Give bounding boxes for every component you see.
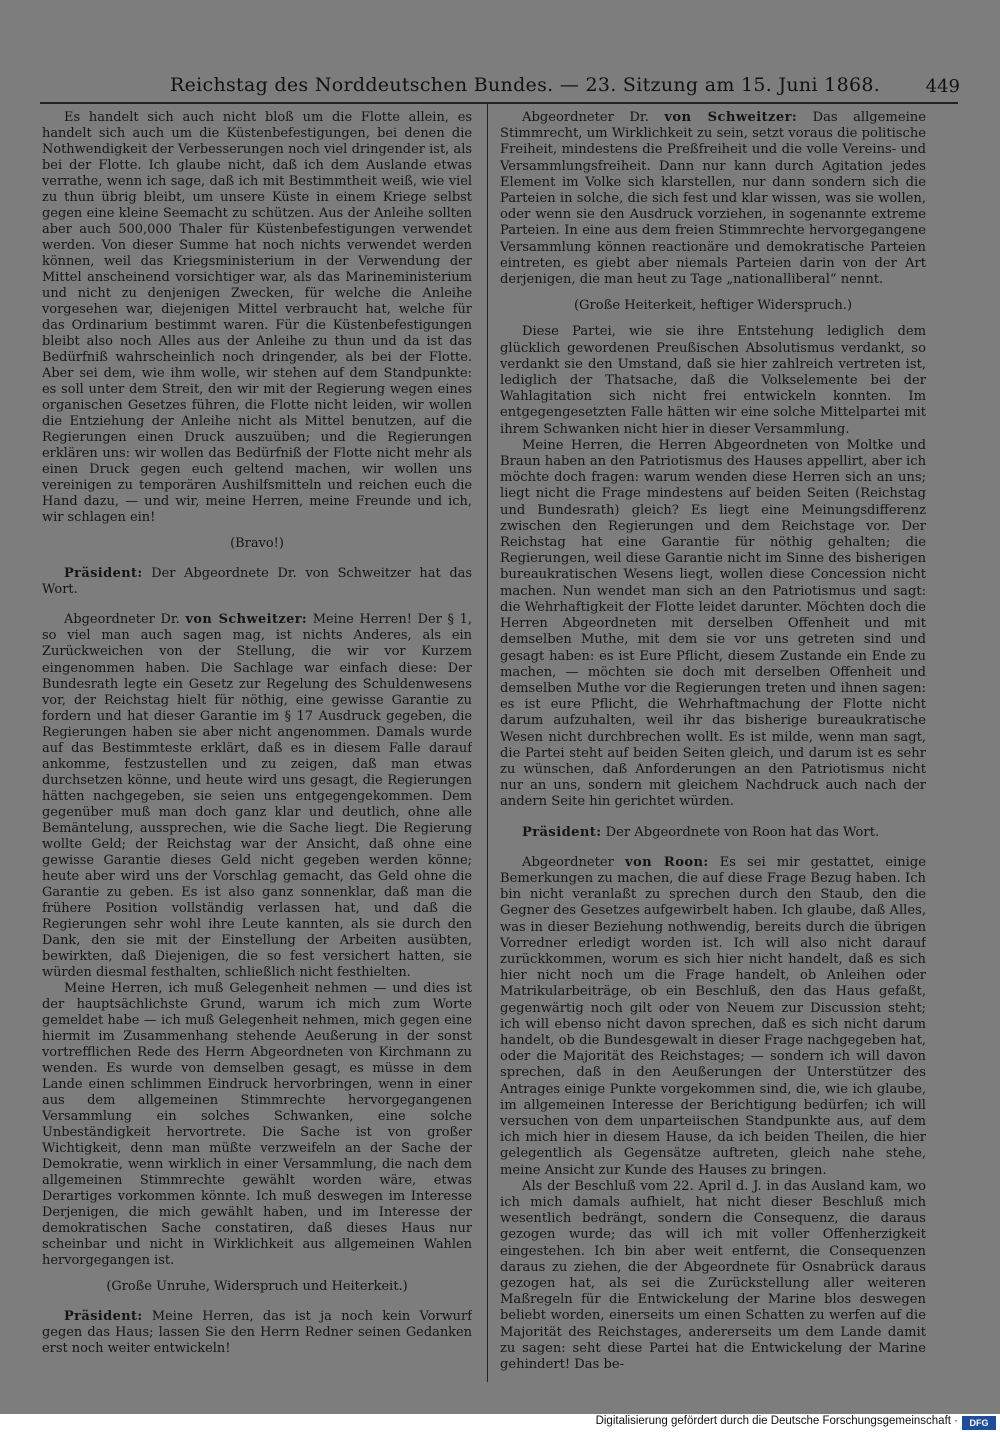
paragraph <box>42 566 472 598</box>
paragraph-text: Es sei mir gestattet, einige Bemerkungen zu machen, die auf diese Frage Bezug haben. Ich bin nicht veranlaßt zu sprechen durch den Staub, den die Gegner des Gesetzes aufgewirbelt haben. Ich glaube, daß Alles, was in dieser Beziehung nothwendig, bereits durch die übrigen Vorredner erledigt worden ist. Ich will also nicht darauf zurückkommen, worum es sich hier nicht handelt, daß es sich hier nicht noch um die Frage handelt, ob Anleihen oder Matrikularbeiträge, ob ein Beschluß, den das Haus gefaßt, gegenwärtig noch gilt oder von Neuem zur Discussion steht; ich will ebenso nicht davon sprechen, daß es sich nicht darum handelt, ob die Bundesgewalt in dieser Frage nachgegeben hat, oder die Majorität des Reichstages; — sondern ich will davon sprechen, daß in den Aeußerungen der Unterstützer des Antrages einige Punkte vorgekommen sind, die, wie ich glaube, im allgemeinen Interesse der Berichtigung bedürfen; ich will versuchen von dem unparteiischen Standpunkte aus, auf dem ich mich hier in diesem Hause, da ich beiden Theilen, die hier gelegentlich als Gegensätze auftreten, gleich nahe stehe, meine Ansicht zur Kunde des Hauses zu bringen. <box>500 854 926 1178</box>
page-header <box>40 74 960 104</box>
left-column <box>42 110 472 1382</box>
speaker-prefix: Abgeordneter <box>522 854 614 870</box>
paragraph: Diese Partei, wie sie ihre Entstehung lediglich dem glücklich gewordenen Preußischen Absolutismus verdankt, so verdankt sie den Umstand, daß sie hier zahlreich vertreten ist, lediglich der Thatsache, daß die Volkselemente bei der Wahlagitation sich nicht frei entwickeln konnten. Im entgegengesetzten Falle hätten wir eine solche Mittelpartei mit ihrem Schwanken nicht hier in dieser Versammlung. <box>500 324 926 437</box>
footer <box>0 1414 1000 1432</box>
paragraph <box>42 612 472 980</box>
paragraph <box>500 855 926 1179</box>
paragraph <box>500 825 926 841</box>
interjection: (Große Heiterkeit, heftiger Widerspruch.) <box>573 298 853 314</box>
page-number: 449 <box>925 76 960 97</box>
speaker-label: von Schweitzer: <box>664 110 798 125</box>
paragraph: Meine Herren, ich muß Gelegenheit nehmen — und dies ist der hauptsächlichste Grund, warum ich mich zum Worte gemeldet habe — ich muß Gelegenheit nehmen, mich gegen eine hiermit im Zusammenhang stehende Aeußerung in der sonst vortrefflichen Rede des Herrn Abgeordneten von Kirchmann zu wenden. Es wurde von demselben gesagt, es müsse in dem Lande einen schlimmen Eindruck hervorbringen, wenn in einer aus dem allgemeinen Stimmrechte hervorgegangenen Versammlung ein solches Schwanken, eine solche Unbeständigkeit hervortrete. Die Sache ist von großer Wichtigkeit, denn man müßte verzweifeln an der Sache der Demokratie, wenn wirklich in einer Versammlung, die nach dem allgemeinen Stimmrechte gewählt worden wäre, etwas Derartiges vorkommen könnte. Ich muß deswegen im Interesse Derjenigen, die mich gewählt haben, und im Interesse der demokratischen Sache constatiren, daß dieses Haus nur scheinbar und nicht in Wirklichkeit aus allgemeinen Wahlen hervorgegangen ist. <box>42 980 472 1269</box>
paragraph-text: Der Abgeordnete Dr. von Schweitzer hat das Wort. <box>42 566 472 598</box>
right-column <box>500 110 926 1382</box>
paragraph <box>42 1309 472 1357</box>
paragraph: Als der Beschluß vom 22. April d. J. in das Ausland kam, wo ich mich damals aufhielt, hat nicht dieser Beschluß mich wesentlich bedrängt, sondern die Consequenz, die daraus gezogen wurde; das will ich mit voller Offenherzigkeit eingestehen. Ich bin aber weit entfernt, die Consequenzen daraus zu ziehen, die der Abgeordnete für Osnabrück daraus gezogen hat, als sei die Zurückstellung aller weiteren Maßregeln für die Entwickelung der Marine blos deswegen beliebt worden, einerseits um einen Schatten zu werfen auf die Majorität des Reichstages, andererseits um dem Lande damit zu sagen: seht diese Partei hat die Entwickelung der Marine gehindert! Das be- <box>500 1178 926 1373</box>
paragraph-text: Der Abgeordnete von Roon hat das Wort. <box>605 824 880 840</box>
speaker-prefix: Abgeordneter Dr. <box>522 110 649 125</box>
speaker-label: Präsident: <box>64 1309 143 1325</box>
speaker-label: von Schweitzer: <box>185 612 308 628</box>
header-rule <box>40 102 958 104</box>
interjection: (Bravo!) <box>230 536 284 552</box>
paragraph <box>500 110 926 288</box>
paragraph-text: Meine Herren, das ist ja noch kein Vorwurf gegen das Haus; lassen Sie den Herrn Redner seinen Gedanken erst noch weiter entwickeln! <box>42 1309 472 1357</box>
paragraph-text: Meine Herren! Der § 1, so viel man auch sagen mag, ist nichts Anderes, als ein Zurückweichen von der Stellung, die wir vor Kurzem eingenommen haben. Die Sachlage war einfach diese: Der Bundesrath legte ein Gesetz zur Regelung des Schuldenwesens vor, der Reichstag hielt für nöthig, eine gewisse Garantie zu fordern und hat dieser Garantie im § 17 Ausdruck gegeben, die Regierungen haben sie aber nicht angenommen. Damals wurde auf das Bestimmteste erklärt, daß es in diesem Falle darauf ankomme, festzustellen und zu zeigen, daß man etwas durchsetzen könne, und heute wird uns gesagt, die Regierungen hätten nachgegeben, sie seien uns entgegengekommen. Dem gegenüber muß man doch ganz klar und deutlich, ohne alle Bemäntelung, aussprechen, wie die Sache liegt. Die Regierung wollte Geld; der Reichstag war der Ansicht, daß ohne eine gewisse Garantie dieses Geld nicht gegeben werden könne; heute aber wird uns der Vorschlag gemacht, das Geld ohne die Garantie zu geben. Es ist also ganz sonnenklar, daß man die frühere Position vollständig verlassen hat, und daß die Regierungen sehr wohl ihre Leute kannten, als sie durch den Dank, den sie mit der Einstellung der Arbeiten ausübten, bewirkten, daß Diejenigen, die so fest versichert hatten, sie würden diesmal festhalten, schließlich nicht festhielten. <box>42 612 472 980</box>
column-divider <box>487 104 488 1382</box>
interjection: (Große Unruhe, Widerspruch und Heiterkeit.) <box>106 1279 408 1295</box>
running-title: Reichstag des Norddeutschen Bundes. — 23. Sitzung am 15. Juni 1868. <box>170 74 881 96</box>
speaker-prefix: Abgeordneter Dr. <box>64 612 180 628</box>
speaker-label: von Roon: <box>625 854 709 870</box>
paragraph: Meine Herren, die Herren Abgeordneten von Moltke und Braun haben an den Patriotismus des Hauses appellirt, aber ich möchte doch fragen: warum wenden diese Herren sich an uns; liegt nicht die Frage mindestens auf beiden Seiten (Reichstag und Bundesrath) gleich? Es liegt eine Meinungsdifferenz zwischen den Regierungen und dem Reichstage vor. Der Reichstag hat eine Garantie für nöthig gehalten; die Regierungen, weil diese Garantie nicht im Sinne des bisherigen bureaukratischen Wesens liegt, wollen diese Concession nicht machen. Nun wendet man sich an den Patriotismus und sagt: die Wehrhaftigkeit der Flotte leidet darunter. Möchten doch die Herren Abgeordneten mit derselben Offenheit und mit demselben Muthe, mit dem sie vor uns getreten sind und gesagt haben: es ist Eure Pflicht, diesem Zustande ein Ende zu machen, — möchten sie doch mit derselben Offenheit und demselben Muthe vor die Regierungen treten und ihnen sagen: es ist eure Pflicht, die Wehrhaftmachung der Flotte nicht darum aufzuhalten, weil ihr das bisherige bureaukratische Wesen nicht durchbrechen wollt. Es ist milde, wenn man sagt, die Partei steht auf beiden Seiten gleich, und darum ist es sehr zu wünschen, daß Anforderungen an den Patriotismus nicht nur an uns, sondern mit gleichem Nachdruck auch nach der andern Seite hin gerichtet würden. <box>500 437 926 810</box>
paragraph: Es handelt sich auch nicht bloß um die Flotte allein, es handelt sich auch um die Küstenbefestigungen, bei denen die Nothwendigkeit der Verbesserungen noch viel dringender ist, als bei der Flotte. Ich glaube nicht, daß ich dem Auslande etwas verrathe, wenn ich sage, daß ich mit Bestimmtheit weiß, wie viel zu thun übrig bleibt, um unsere Küste in einem Kriege selbst gegen eine kleine Seemacht zu schützen. Aus der Anleihe sollten aber auch 500,000 Thaler für Küstenbefestigungen verwendet werden. Von dieser Summe hat noch nichts verwendet werden können, weil das Kriegsministerium in der Verwendung der Mittel anscheinend vorsichtiger war, als das Marineministerium und nicht zu denjenigen Zwecken, für welche die Anleihe vorgesehen war, diejenigen Mittel verbraucht hat, welche für das Ordinarium bestimmt waren. Für die Küstenbefestigungen bleibt also noch Alles aus der Anleihe zu thun und da ist das Bedürfniß wahrscheinlich noch dringender, als bei der Flotte. Aber sei dem, wie ihm wolle, wir stehen auf dem Standpunkte: es soll unter dem Streit, den wir mit der Regierung wegen eines organischen Gesetzes führen, die Flotte nicht leiden, wir wollen die Entziehung der Anleihe nicht als Mittel benutzen, auf die Regierungen einen Druck auszuüben; und die Regierungen erklären uns: wir wollen das Bedürfniß der Flotte nicht mehr als einen Druck gegen euch geltend machen, wir wollen uns vereinigen zu temporären Aushilfsmitteln und reichen euch die Hand dazu, — und wir, meine Herren, meine Freunde und ich, wir schlagen ein! <box>42 110 472 526</box>
paragraph-text: Das allgemeine Stimmrecht, um Wirklichkeit zu sein, setzt voraus die politische Freiheit, mindestens die Preßfreiheit und die volle Vereins- und Versammlungsfreiheit. Dann nur kann durch Agitation jedes Element im Volke sich klarstellen, nur dann sondern sich die Parteien in solche, die sich fest und klar wissen, was sie wollen, oder wenn sie den Ausdruck vorziehen, in sogenannte extreme Parteien. In eine aus dem freien Stimmrechte hervorgegangene Versammlung können reactionäre und demokratische Parteien eintreten, es giebt aber niemals Parteien darin von der Art derjenigen, die man heut zu Tage „nationalliberal“ nennt. <box>500 110 926 288</box>
dfg-logo: DFG <box>962 1416 996 1430</box>
speaker-label: Präsident: <box>64 566 143 582</box>
footer-credit: Digitalisierung gefördert durch die Deutsche Forschungsgemeinschaft · <box>595 1415 958 1427</box>
speaker-label: Präsident: <box>522 824 602 840</box>
